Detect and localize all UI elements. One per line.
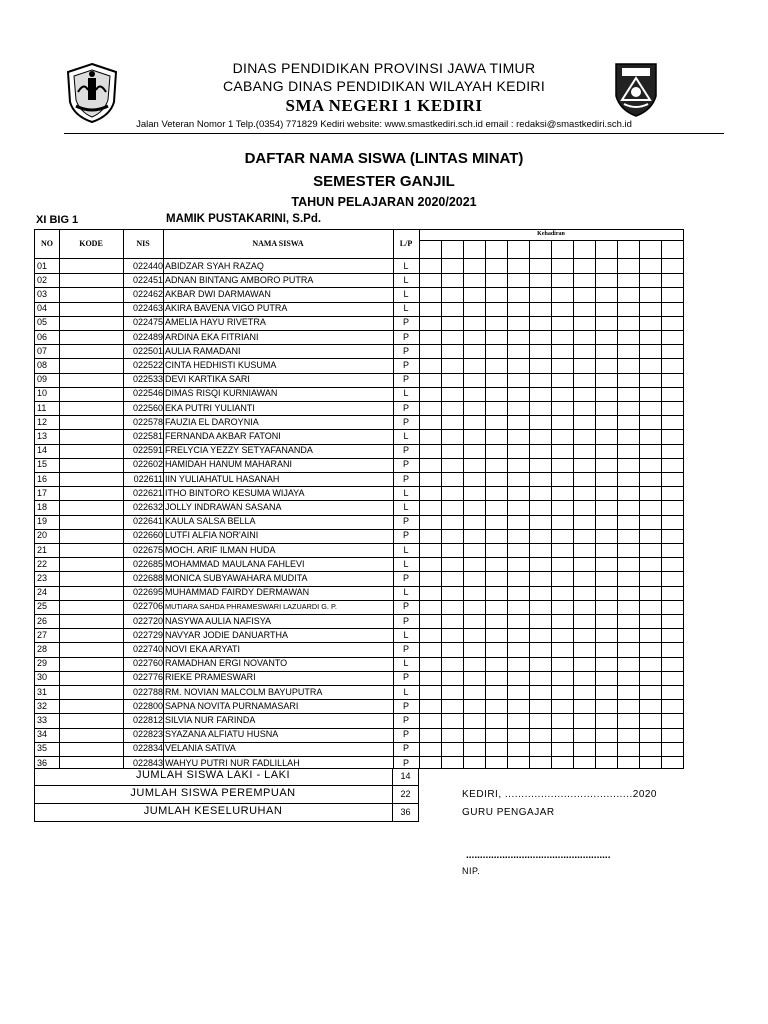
student-lp: L: [403, 288, 409, 299]
student-nis: 022451: [132, 274, 163, 285]
student-lp: P: [402, 317, 409, 328]
total-value: 36: [400, 807, 411, 817]
row-rule: [35, 415, 683, 416]
student-lp: L: [403, 487, 409, 498]
student-lp: P: [402, 643, 409, 654]
student-nis: 022675: [132, 544, 163, 555]
student-name: AKIRA BAVENA VIGO PUTRA: [165, 303, 288, 314]
student-nis: 022688: [132, 572, 163, 583]
row-rule: [35, 557, 683, 558]
student-no: 30: [37, 672, 48, 683]
student-no: 20: [37, 530, 48, 541]
attendance-column-rule: [639, 240, 640, 768]
document-title: DAFTAR NAMA SISWA (LINTAS MINAT): [244, 150, 524, 167]
student-lp: L: [403, 558, 409, 569]
student-name: MUHAMMAD FAIRDY DERMAWAN: [165, 587, 310, 598]
student-lp: P: [402, 416, 409, 427]
student-name: AMELIA HAYU RIVETRA: [165, 317, 266, 328]
student-nis: 022463: [132, 303, 163, 314]
semester-title: SEMESTER GANJIL: [313, 173, 455, 190]
row-rule: [35, 344, 683, 345]
student-no: 04: [37, 303, 48, 314]
student-no: 17: [37, 487, 48, 498]
student-lp: P: [402, 757, 409, 768]
row-rule: [35, 387, 683, 388]
row-rule: [35, 373, 683, 374]
col-no: NO: [41, 239, 53, 248]
student-lp: P: [402, 700, 409, 711]
student-name: MOCH. ARIF ILMAN HUDA: [165, 544, 276, 555]
laki-label: JUMLAH SISWA LAKI - LAKI: [135, 769, 291, 781]
summary-rule-2: [34, 803, 419, 804]
student-no: 15: [37, 459, 48, 470]
student-nis: 022581: [132, 430, 163, 441]
student-nis: 022462: [132, 288, 163, 299]
student-nis: 022740: [132, 643, 163, 654]
row-rule: [35, 628, 683, 629]
student-lp: L: [403, 501, 409, 512]
row-rule: [35, 358, 683, 359]
student-name: NAVYAR JODIE DANUARTHA: [165, 629, 289, 640]
student-table: [34, 229, 684, 769]
student-lp: P: [402, 714, 409, 725]
student-no: 21: [37, 544, 48, 555]
student-nis: 022611: [133, 473, 163, 484]
student-name: RAMADHAN ERGI NOVANTO: [165, 658, 288, 669]
student-nis: 022660: [132, 530, 163, 541]
row-rule: [35, 671, 683, 672]
student-nis: 022812: [132, 714, 163, 725]
student-name: ADNAN BINTANG AMBORO PUTRA: [165, 274, 314, 285]
student-no: 10: [37, 388, 48, 399]
student-name: DIMAS RISQI KURNIAWAN: [165, 388, 278, 399]
student-nis: 022578: [132, 416, 163, 427]
student-no: 28: [37, 643, 48, 654]
student-lp: L: [403, 274, 409, 285]
student-name: FERNANDA AKBAR FATONI: [165, 430, 281, 441]
student-lp: P: [402, 601, 409, 612]
student-name: AULIA RAMADANI: [165, 345, 241, 356]
student-no: 02: [37, 274, 48, 285]
student-lp: L: [403, 629, 409, 640]
student-no: 22: [37, 558, 48, 569]
student-nis: 022843: [132, 757, 163, 768]
student-name: KAULA SALSA BELLA: [165, 516, 256, 527]
student-no: 33: [37, 714, 48, 725]
row-rule: [35, 529, 683, 530]
student-no: 08: [37, 359, 48, 370]
student-lp: P: [402, 516, 409, 527]
student-name: DEVI KARTIKA SARI: [165, 374, 250, 385]
student-lp: L: [403, 303, 409, 314]
school-name: SMA NEGERI 1 KEDIRI: [285, 96, 483, 115]
student-nis: 022706: [132, 601, 163, 612]
student-lp: P: [402, 459, 409, 470]
row-rule: [35, 699, 683, 700]
teacher-name: MAMIK PUSTAKARINI, S.Pd.: [166, 213, 322, 225]
student-nis: 022695: [132, 587, 163, 598]
student-name: ABIDZAR SYAH RAZAQ: [165, 260, 264, 271]
student-lp: L: [403, 544, 409, 555]
student-name: FAUZIA EL DAROYNIA: [165, 416, 259, 427]
row-rule: [35, 657, 683, 658]
student-name: SILVIA NUR FARINDA: [165, 714, 256, 725]
student-lp: P: [402, 743, 409, 754]
student-no: 29: [37, 658, 48, 669]
student-no: 05: [37, 317, 48, 328]
student-lp: P: [402, 374, 409, 385]
student-nis: 022533: [132, 374, 163, 385]
row-rule: [35, 728, 683, 729]
row-rule: [35, 302, 683, 303]
student-no: 32: [37, 700, 48, 711]
attendance-column-rule: [529, 240, 530, 768]
student-name: NOVI EKA ARYATI: [165, 643, 241, 654]
attendance-column-rule: [661, 240, 662, 768]
academic-year: TAHUN PELAJARAN 2020/2021: [291, 195, 477, 209]
student-name: IIN YULIAHATUL HASANAH: [165, 473, 280, 484]
attendance-column-rule: [507, 240, 508, 768]
student-nis: 022475: [132, 317, 163, 328]
column-rule: [59, 230, 60, 768]
perempuan-label: JUMLAH SISWA PEREMPUAN: [130, 787, 296, 799]
student-nis: 022720: [132, 615, 163, 626]
row-rule: [35, 500, 683, 501]
student-lp: L: [403, 686, 409, 697]
student-nis: 022760: [132, 658, 163, 669]
student-nis: 022440: [132, 260, 163, 271]
row-rule: [35, 472, 683, 473]
attendance-column-rule: [573, 240, 574, 768]
student-name: MONICA SUBYAWAHARA MUDITA: [165, 572, 308, 583]
row-rule: [35, 458, 683, 459]
signature-role: GURU PENGAJAR: [462, 807, 555, 818]
header-rule: [35, 258, 683, 259]
row-rule: [35, 316, 683, 317]
student-no: 36: [37, 757, 48, 768]
signature-line: ....................................................: [466, 850, 611, 861]
row-rule: [35, 614, 683, 615]
student-no: 31: [37, 686, 48, 697]
row-rule: [35, 742, 683, 743]
student-lp: P: [402, 729, 409, 740]
header-rule: [64, 133, 724, 134]
student-lp: L: [403, 260, 409, 271]
col-kode: KODE: [79, 239, 103, 248]
student-nis: 022591: [132, 445, 163, 456]
row-rule: [35, 600, 683, 601]
student-no: 26: [37, 615, 48, 626]
student-no: 25: [37, 601, 48, 612]
student-nis: 022823: [132, 729, 163, 740]
student-lp: P: [402, 402, 409, 413]
column-rule: [419, 230, 420, 768]
student-name: ITHO BINTORO KESUMA WIJAYA: [165, 487, 305, 498]
attendance-column-rule: [617, 240, 618, 768]
student-no: 09: [37, 374, 48, 385]
laki-value: 14: [400, 771, 411, 781]
col-kehadiran: Kehadiran: [537, 231, 565, 237]
row-rule: [35, 543, 683, 544]
row-rule: [35, 330, 683, 331]
header-line2: CABANG DINAS PENDIDIKAN WILAYAH KEDIRI: [222, 78, 546, 94]
student-no: 35: [37, 743, 48, 754]
student-nis: 022560: [132, 402, 163, 413]
student-nis: 022602: [132, 459, 163, 470]
student-lp: P: [402, 530, 409, 541]
signature-nip: NIP.: [462, 866, 481, 876]
student-no: 07: [37, 345, 48, 356]
student-lp: P: [402, 615, 409, 626]
student-no: 27: [37, 629, 48, 640]
summary-rule-1: [34, 785, 419, 786]
student-name: SYAZANA ALFIATU HUSNA: [165, 729, 279, 740]
row-rule: [35, 756, 683, 757]
attendance-column-rule: [463, 240, 464, 768]
student-lp: P: [402, 345, 409, 356]
perempuan-value: 22: [400, 789, 411, 799]
attendance-column-rule: [551, 240, 552, 768]
student-name: MOHAMMAD MAULANA FAHLEVI: [165, 558, 305, 569]
attendance-column-rule: [441, 240, 442, 768]
row-rule: [35, 685, 683, 686]
school-address: Jalan Veteran Nomor 1 Telp.(0354) 771829 Kediri website: www.smastkediri.sch.id email : redaksi@smastkediri.sch.id: [136, 119, 632, 130]
column-rule: [393, 230, 394, 768]
row-rule: [35, 713, 683, 714]
student-name: SAPNA NOVITA PURNAMASARI: [165, 700, 299, 711]
attendance-column-rule: [595, 240, 596, 768]
header-line1: DINAS PENDIDIKAN PROVINSI JAWA TIMUR: [232, 60, 536, 76]
student-name: EKA PUTRI YULIANTI: [165, 402, 255, 413]
student-name: LUTFI ALFIA NOR'AINI: [165, 530, 259, 541]
student-nis: 022489: [132, 331, 163, 342]
col-nama: NAMA SISWA: [252, 239, 304, 248]
student-lp: P: [402, 473, 409, 484]
student-nis: 022546: [132, 388, 163, 399]
col-lp: L/P: [399, 239, 413, 248]
student-nis: 022522: [132, 359, 163, 370]
student-lp: P: [402, 359, 409, 370]
student-lp: P: [402, 331, 409, 342]
student-no: 06: [37, 331, 48, 342]
row-rule: [35, 444, 683, 445]
row-rule: [35, 287, 683, 288]
row-rule: [35, 429, 683, 430]
student-lp: P: [402, 445, 409, 456]
student-name: FRELYCIA YEZZY SETYAFANANDA: [165, 445, 313, 456]
row-rule: [35, 486, 683, 487]
student-nis: 022800: [132, 700, 163, 711]
student-lp: L: [403, 430, 409, 441]
column-rule: [123, 230, 124, 768]
student-no: 34: [37, 729, 48, 740]
student-lp: P: [402, 572, 409, 583]
student-name: WAHYU PUTRI NUR FADLILLAH: [165, 757, 300, 768]
student-lp: L: [403, 658, 409, 669]
student-nis: 022501: [132, 345, 163, 356]
student-no: 03: [37, 288, 48, 299]
student-name: VELANIA SATIVA: [165, 743, 236, 754]
student-nis: 022632: [132, 501, 163, 512]
column-rule: [163, 230, 164, 768]
row-rule: [35, 515, 683, 516]
student-name: AKBAR DWI DARMAWAN: [165, 288, 271, 299]
student-nis: 022685: [132, 558, 163, 569]
student-lp: L: [403, 587, 409, 598]
signature-place-date: KEDIRI, .......................................2020: [462, 789, 657, 800]
student-name: MUTIARA SAHDA PHRAMESWARI LAZUARDI G. P.: [165, 602, 337, 612]
student-lp: L: [403, 388, 409, 399]
student-name: ARDINA EKA FITRIANI: [165, 331, 259, 342]
row-rule: [35, 273, 683, 274]
student-name: NASYWA AULIA NAFISYA: [165, 615, 272, 626]
student-no: 23: [37, 572, 48, 583]
student-no: 16: [37, 473, 48, 484]
row-rule: [35, 586, 683, 587]
student-lp: P: [402, 672, 409, 683]
total-label: JUMLAH KESELURUHAN: [143, 805, 283, 817]
student-name: RM. NOVIAN MALCOLM BAYUPUTRA: [165, 686, 323, 697]
row-rule: [35, 642, 683, 643]
student-no: 11: [37, 402, 47, 413]
row-rule: [35, 401, 683, 402]
student-name: CINTA HEDHISTI KUSUMA: [165, 359, 277, 370]
student-nis: 022641: [132, 516, 163, 527]
student-no: 12: [37, 416, 48, 427]
student-name: JOLLY INDRAWAN SASANA: [165, 501, 282, 512]
student-name: RIEKE PRAMESWARI: [165, 672, 256, 683]
attendance-column-rule: [485, 240, 486, 768]
row-rule: [35, 571, 683, 572]
student-no: 18: [37, 501, 48, 512]
student-nis: 022729: [132, 629, 163, 640]
student-nis: 022776: [132, 672, 163, 683]
col-nis: NIS: [136, 239, 150, 248]
student-no: 19: [37, 516, 48, 527]
student-no: 13: [37, 430, 48, 441]
student-no: 01: [37, 260, 48, 271]
student-no: 14: [37, 445, 48, 456]
class-name: XI BIG 1: [36, 214, 79, 226]
student-nis: 022621: [132, 487, 163, 498]
student-nis: 022788: [132, 686, 163, 697]
student-no: 24: [37, 587, 48, 598]
student-name: HAMIDAH HANUM MAHARANI: [165, 459, 293, 470]
student-nis: 022834: [132, 743, 163, 754]
